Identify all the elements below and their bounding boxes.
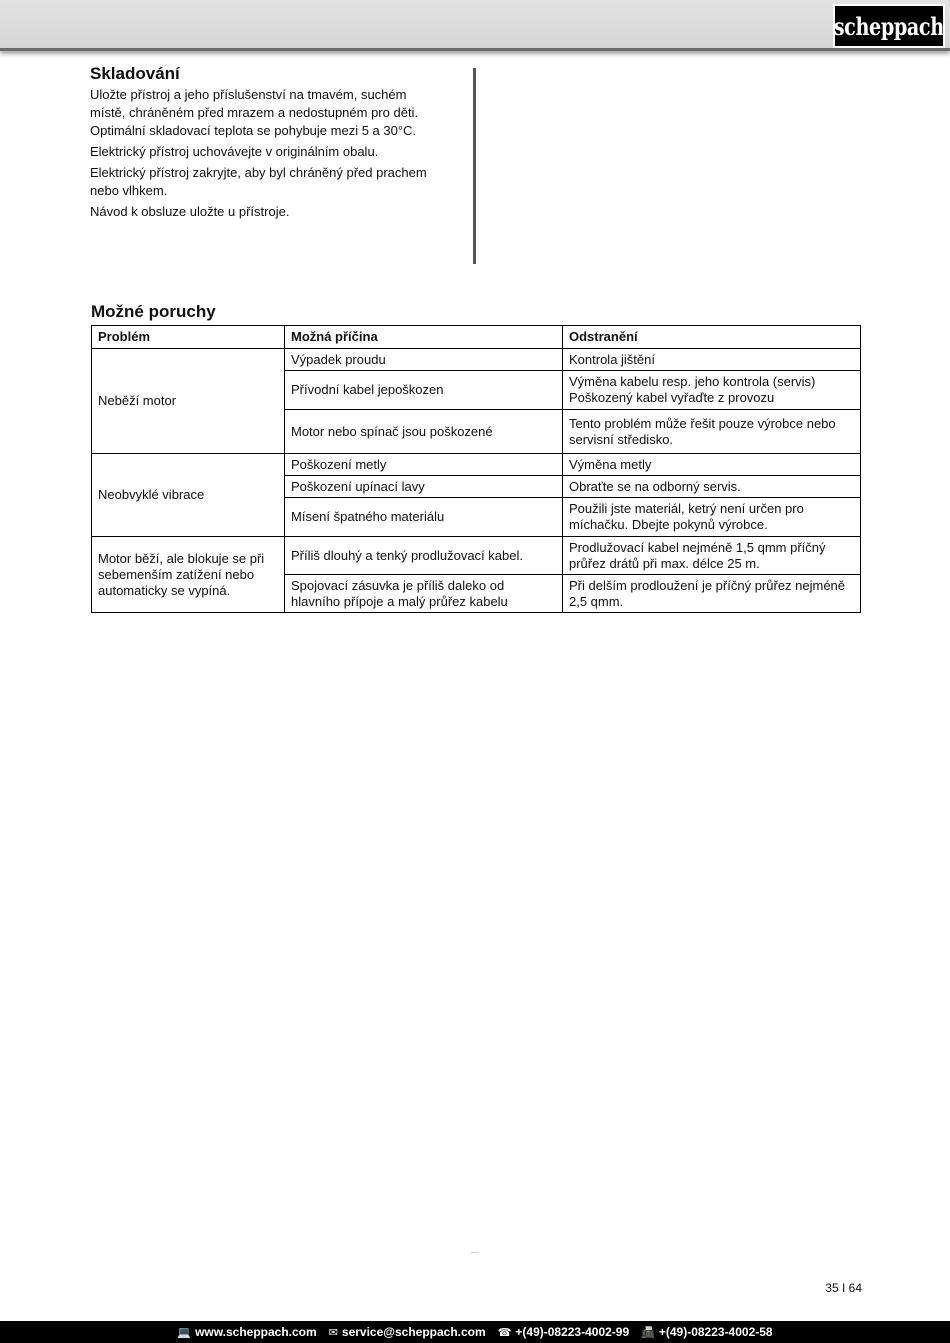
table-row — [92, 537, 861, 575]
table-header-row — [92, 326, 861, 349]
fix-cell: Tento problém může řešit pouze výrobce nebo servisní středisko. — [563, 410, 861, 454]
storage-text — [90, 86, 440, 221]
problem-cell: Motor běží, ale blokuje se při sebemenším zatížení nebo automaticky se vypíná. — [92, 537, 285, 613]
cause-cell: Přívodní kabel jepoškozen — [285, 371, 563, 410]
envelope-icon: ✉ — [328, 1326, 338, 1339]
header-problem: Problém — [92, 326, 285, 349]
storage-paragraph: Elektrický přístroj zakryjte, aby byl chráněný před prachem nebo vlhkem. — [90, 165, 427, 198]
cause-cell: Výpadek proudu — [285, 349, 563, 371]
problem-cell: Neobvyklé vibrace — [92, 454, 285, 537]
telephone-icon: ☎ — [497, 1326, 512, 1339]
table-row — [92, 349, 861, 371]
faults-table — [91, 325, 861, 613]
storage-section — [90, 64, 440, 224]
footer-fax-text: +(49)-08223-4002-58 — [658, 1325, 773, 1339]
column-divider — [473, 68, 476, 264]
cause-cell: Motor nebo spínač jsou poškozené — [285, 410, 563, 454]
footer-fax — [641, 1325, 772, 1339]
cause-cell: Poškození upínací lavy — [285, 476, 563, 498]
fix-cell: Výměna metly — [563, 454, 861, 476]
fax-icon: 📠 — [641, 1326, 655, 1339]
faults-title: Možné poruchy — [91, 302, 216, 321]
storage-paragraph: Uložte přístroj a jeho příslušenství na tmavém, suchém místě, chráněném před mrazem a nedostupném pro děti. Optimální skladovací teplota se pohybuje mezi 5 a 30°C. — [90, 87, 419, 138]
problem-cell: Neběží motor — [92, 349, 285, 454]
footer-phone-text: +(49)-08223-4002-99 — [515, 1325, 630, 1339]
fix-cell: Při delším prodloužení je příčný průřez nejméně 2,5 qmm. — [563, 575, 861, 613]
fix-cell: Použili jste materiál, ketrý není určen pro míchačku. Dbejte pokynů výrobce. — [563, 498, 861, 537]
logo-text: scheppach — [833, 11, 945, 41]
cause-cell: Poškození metly — [285, 454, 563, 476]
header-band — [0, 0, 950, 51]
brand-logo — [833, 4, 945, 48]
fix-cell: Kontrola jištění — [563, 349, 861, 371]
cause-cell: Spojovací zásuvka je příliš daleko od hlavního přípoje a malý průřez kabelu — [285, 575, 563, 613]
separator-mark — [471, 1252, 479, 1253]
storage-title: Skladování — [90, 64, 180, 83]
header-fix: Odstranění — [563, 326, 861, 349]
footer-email-text: service@scheppach.com — [341, 1325, 486, 1339]
storage-paragraph: Návod k obsluze uložte u přístroje. — [90, 204, 290, 219]
footer-phone — [498, 1325, 629, 1339]
footer-web[interactable] — [177, 1325, 316, 1339]
fix-cell: Obraťte se na odborný servis. — [563, 476, 861, 498]
footer-bar — [0, 1321, 950, 1343]
computer-icon: 💻 — [177, 1326, 192, 1339]
page-number: 35 I 64 — [825, 1281, 862, 1295]
storage-paragraph: Elektrický přístroj uchovávejte v originálním obalu. — [90, 144, 379, 159]
table-row — [92, 454, 861, 476]
footer-web-text: www.scheppach.com — [195, 1325, 317, 1339]
fix-cell: Prodlužovací kabel nejméně 1,5 qmm příčný průřez drátů při max. délce 25 m. — [563, 537, 861, 575]
fix-cell: Výměna kabelu resp. jeho kontrola (servis) Poškozený kabel vyřaďte z provozu — [563, 371, 861, 410]
header-cause: Možná příčina — [285, 326, 563, 349]
cause-cell: Mísení špatného materiálu — [285, 498, 563, 537]
footer-email[interactable] — [329, 1325, 486, 1339]
cause-cell: Příliš dlouhý a tenký prodlužovací kabel. — [285, 537, 563, 575]
